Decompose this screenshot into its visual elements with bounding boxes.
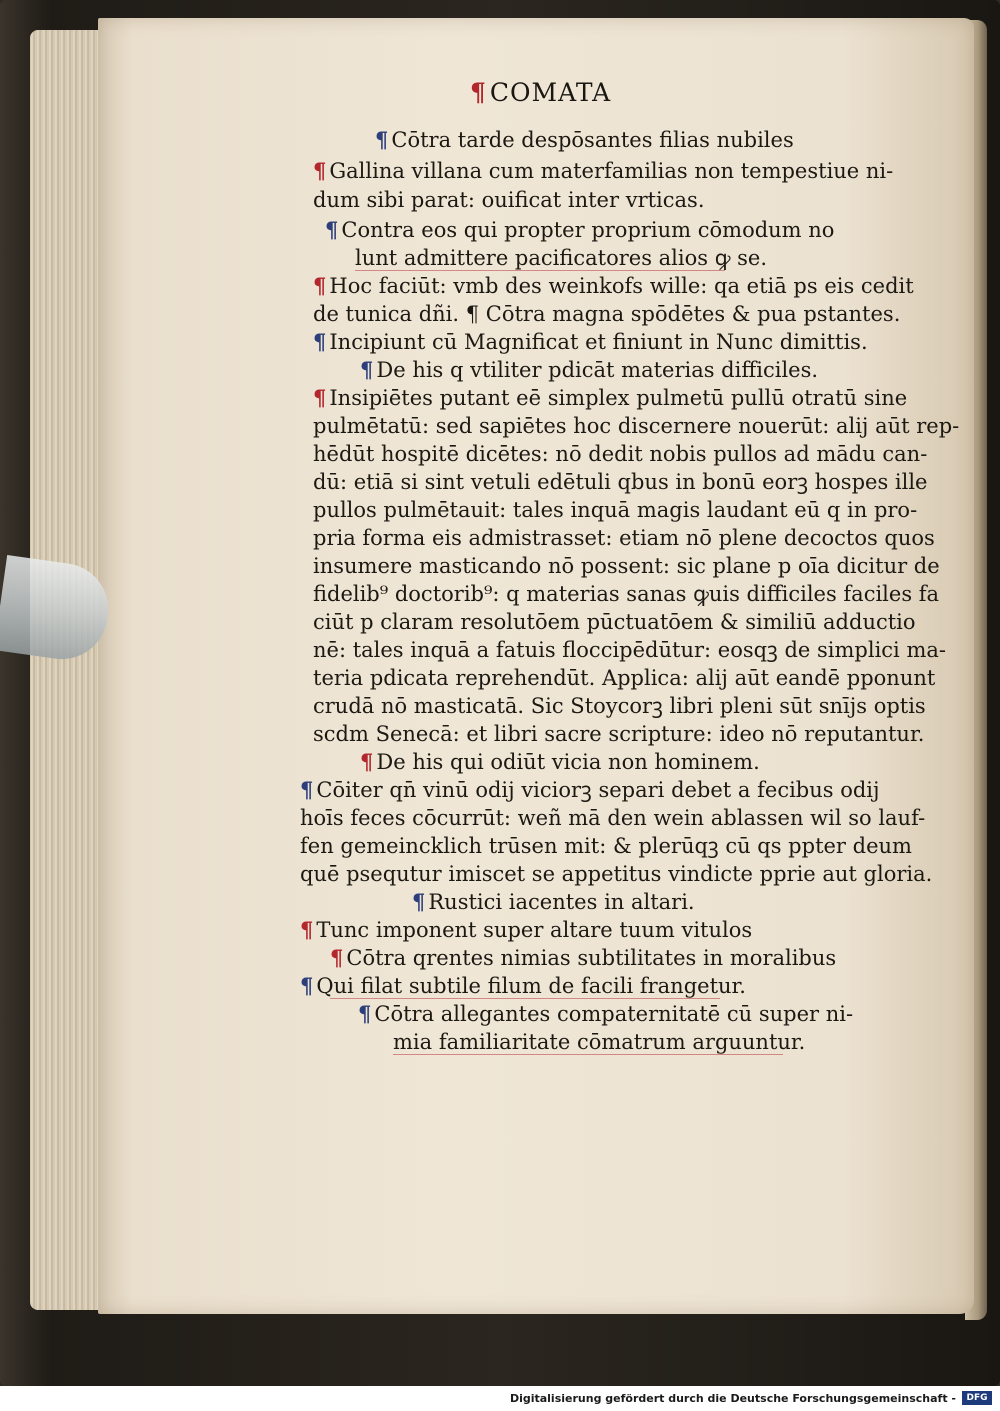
text-line — [313, 442, 927, 466]
text-line — [393, 1030, 805, 1054]
line-text: Cōtra qrentes nimias subtilitates in moralibus — [346, 946, 837, 970]
text-line — [313, 666, 935, 690]
text-line — [300, 806, 925, 830]
line-text: De his q vtiliter pdicāt materias difficiles. — [376, 358, 819, 382]
line-text: Tunc imponent super altare tuum vitulos — [316, 918, 753, 942]
text-line — [313, 330, 868, 354]
line-text: Rustici iacentes in altari. — [428, 890, 695, 914]
text-line — [360, 750, 760, 774]
heading-text: COMATA — [489, 78, 612, 107]
text-line — [300, 834, 912, 858]
line-text: Gallina villana cum materfamilias non tempestiue ni- — [329, 159, 894, 183]
line-text: fidelib⁹ doctorib⁹: q materias sanas ꝙuis difficiles faciles fa — [313, 582, 940, 606]
line-text: Contra eos qui propter proprium cōmodum no — [341, 218, 835, 242]
line-text: scdm Senecā: et libri sacre scripture: ideo nō reputantur. — [313, 722, 925, 746]
text-line — [300, 778, 880, 802]
line-text: quē psequtur imiscet se appetitus vindicte pprie aut gloria. — [300, 862, 933, 886]
pilcrow-icon: ¶ — [313, 273, 327, 298]
line-text: Insipiētes putant eē simplex pulmetū pullū otratū sine — [329, 386, 908, 410]
text-line — [300, 974, 746, 998]
dfg-logo: DFG — [962, 1391, 992, 1405]
text-line — [313, 302, 900, 326]
text-line — [325, 218, 834, 242]
text-line — [313, 526, 935, 550]
line-text: Hoc faciūt: vmb des weinkofs wille: qa etiā ps eis cedit — [329, 274, 914, 298]
text-line — [313, 638, 946, 662]
page-heading — [470, 78, 611, 107]
line-text: fen gemeincklich trūsen mit: & plerūqꝫ cū qs ppter deum — [300, 834, 912, 858]
text-line — [412, 890, 695, 914]
text-line — [313, 470, 927, 494]
pilcrow-icon: ¶ — [360, 749, 374, 774]
line-text: dum sibi parat: ouificat inter vrticas. — [313, 188, 705, 212]
line-text: lunt admittere pacificatores alios ꝙ se. — [355, 246, 768, 270]
line-text: nē: tales inquā a fatuis floccipēdūtur: eosqꝫ de simplici ma- — [313, 638, 946, 662]
text-line — [313, 386, 907, 410]
line-text: hoīs feces cōcurrūt: weñ mā den wein ablassen wil so lauf- — [300, 806, 926, 830]
pilcrow-icon: ¶ — [300, 973, 314, 998]
text-line — [313, 722, 924, 746]
pilcrow-icon: ¶ — [330, 945, 344, 970]
text-line — [313, 554, 940, 578]
line-text: Cōtra tarde despōsantes filias nubiles — [391, 128, 794, 152]
text-line — [313, 159, 893, 183]
pilcrow-icon: ¶ — [300, 917, 314, 942]
line-text: Qui filat subtile filum de facili frangetur. — [316, 974, 746, 998]
text-line — [313, 582, 939, 606]
text-line — [375, 128, 794, 152]
text-line — [360, 358, 818, 382]
line-text: dū: etiā si sint vetuli edētuli qbus in bonū eorꝫ hospes ille — [313, 470, 928, 494]
text-line — [330, 946, 836, 970]
pilcrow-icon: ¶ — [325, 217, 339, 242]
funding-credit: Digitalisierung gefördert durch die Deutsche Forschungsgemeinschaft - — [509, 1392, 956, 1405]
line-text: ciūt p claram resolutōem pūctuatōem & similiū adductio — [313, 610, 916, 634]
text-line — [313, 274, 914, 298]
text-line — [313, 498, 917, 522]
pilcrow-icon: ¶ — [313, 329, 327, 354]
text-line — [313, 694, 926, 718]
pilcrow-icon: ¶ — [313, 385, 327, 410]
line-text: Cōiter qn̄ vinū odij viciorꝫ separi debet a fecibus odij — [316, 778, 880, 802]
line-text: de tunica dñi. ¶ Cōtra magna spōdētes & pua pstantes. — [313, 302, 901, 326]
underline-rule — [330, 998, 720, 999]
line-text: Cōtra allegantes compaternitatē cū super ni- — [374, 1002, 854, 1026]
pilcrow-icon: ¶ — [375, 127, 389, 152]
line-text: De his qui odiūt vicia non hominem. — [376, 750, 760, 774]
text-line — [355, 246, 767, 270]
line-text: pullos pulmētauit: tales inquā magis laudant eū q in pro- — [313, 498, 918, 522]
text-line — [313, 188, 705, 212]
line-text: Incipiunt cū Magnificat et finiunt in Nunc dimittis. — [329, 330, 868, 354]
line-text: mia familiaritate cōmatrum arguuntur. — [393, 1030, 806, 1054]
line-text: crudā nō masticatā. Sic Stoycorꝫ libri pleni sūt snījs optis — [313, 694, 926, 718]
line-text: insumere masticando nō possent: sic plane p oīa dicitur de — [313, 554, 940, 578]
line-text: pulmētatū: sed sapiētes hoc discernere nouerūt: alij aūt rep- — [313, 414, 960, 438]
line-text: pria forma eis admistrasset: etiam nō plene decoctos quos — [313, 526, 935, 550]
text-line — [300, 918, 752, 942]
line-text: teria pdicata reprehendūt. Applica: alij aūt eandē pponunt — [313, 666, 936, 690]
footer-bar — [0, 1386, 1000, 1411]
pilcrow-icon: ¶ — [360, 357, 374, 382]
pilcrow-icon: ¶ — [412, 889, 426, 914]
text-line — [313, 610, 916, 634]
text-line — [300, 862, 932, 886]
text-line — [358, 1002, 853, 1026]
pilcrow-icon: ¶ — [358, 1001, 372, 1026]
text-line — [313, 414, 959, 438]
underline-rule — [393, 1054, 783, 1055]
underline-rule — [355, 270, 725, 271]
pilcrow-icon: ¶ — [313, 158, 327, 183]
pilcrow-icon: ¶ — [300, 777, 314, 802]
heading-pilcrow-icon: ¶ — [470, 78, 487, 107]
line-text: hēdūt hospitē dicētes: nō dedit nobis pullos ad mādu can- — [313, 442, 928, 466]
